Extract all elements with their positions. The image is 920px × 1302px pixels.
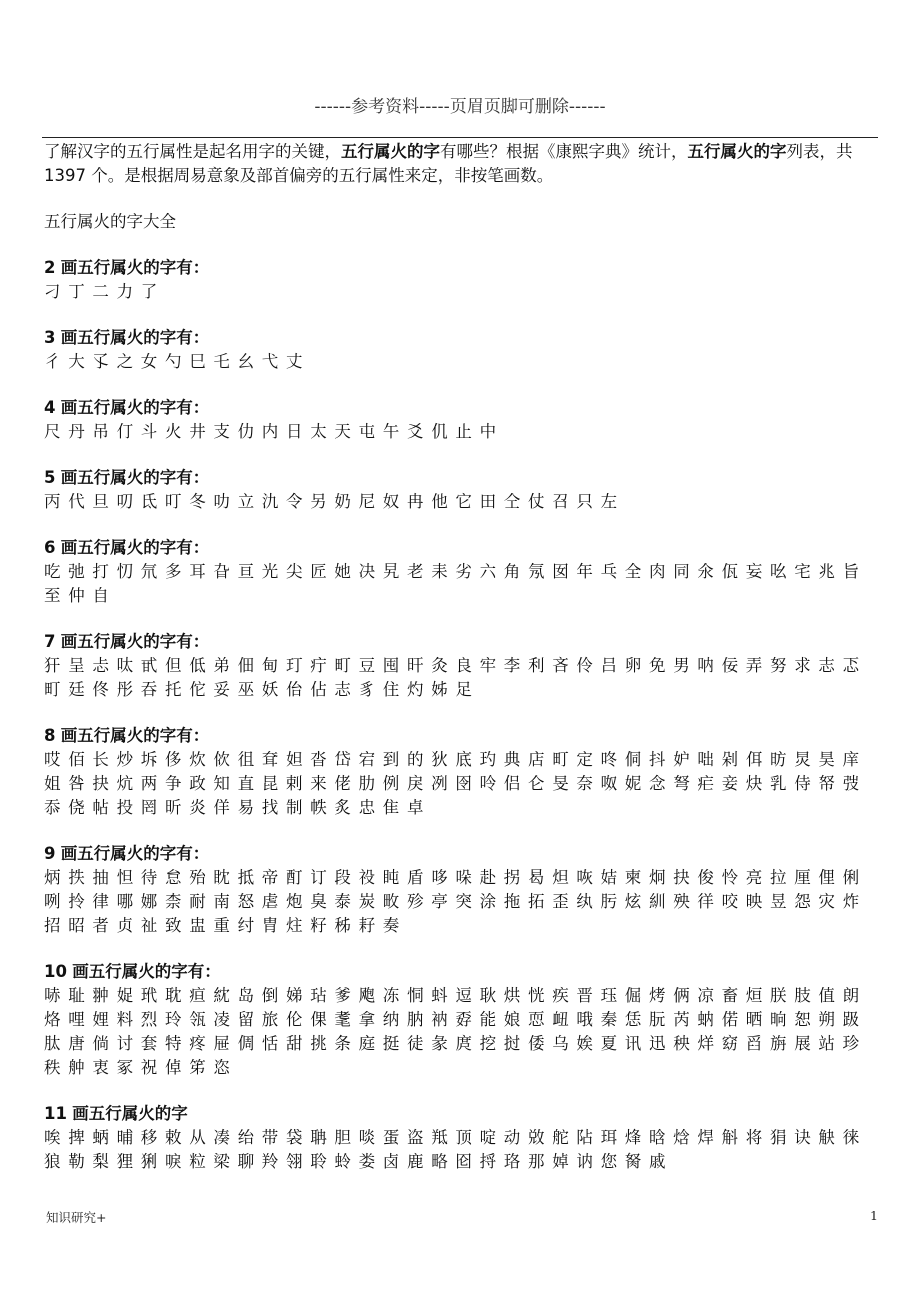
section-title [44,256,874,280]
section-characters: 炳抶抽怛待怠殆眈抵帝酊订段祋盹盾哆哚赴拐曷炟咴姞柬炯抉俊怜亮拉厘俚俐咧拎律哪娜柰耐南怒虐炮臭泰炭畋殄亭突涂拖拓歪纨肟炫紃殃徉咬映昱怨灾炸招昭者贞祉致盅重纣胄炷籽秭耔奏 [44,868,867,935]
section-stroke-6 [44,536,874,608]
section-stroke-count: 11 [44,1104,67,1123]
section-title [44,396,874,420]
section-label: 画五行属火的字有： [60,468,210,487]
section-stroke-3 [44,326,874,374]
page-number: 1 [870,1208,878,1223]
section-stroke-count: 5 [44,468,56,487]
section-label: 画五行属火的字有： [60,726,210,745]
section-title [44,630,874,654]
section-stroke-count: 6 [44,538,56,557]
section-stroke-4 [44,396,874,444]
intro-bold-2: 五行属火的字 [687,142,787,161]
section-stroke-10 [44,960,874,1080]
section-title [44,960,874,984]
section-label: 画五行属火的字有： [60,398,210,417]
section-characters: 尺丹吊仃斗火井支仂内日太天屯午爻仉止中 [44,422,504,441]
section-characters: 犴呈忐呔甙但低弟佃甸玎疔町豆囤旰灸良牢李利吝伶吕卵免男呐佞弄努求志忑町廷佟彤吞托佗妥巫妖佁佔志豸住灼姊足 [44,656,867,699]
section-stroke-count: 8 [44,726,56,745]
section-stroke-5 [44,466,874,514]
section-title [44,842,874,866]
section-characters: 哧耻翀娖玳耽疸紞岛倒娣玷爹飑冻恫蚪逗耿烘恍疾晋珏倔烤俩凉畜烜朕肢值朗烙哩娌料烈玲瓴凌留旅伦倮耄拿纳肭衲孬能娘恧衄哦秦恁朊芮蚋偌晒晌恕朔趿肽唐倘讨套特疼屉倜恬甜挑条庭挺徒彖庹挖挝倭乌娭夏讯迅秧烊窈舀旃展站珍秩舯衷冢祝倬笫恣 [44,986,867,1077]
intro-text-1: 了解汉字的五行属性是起名用字的关键， [44,142,341,161]
section-label: 画五行属火的字有： [60,328,210,347]
section-stroke-11 [44,1102,874,1174]
header-divider [42,137,878,138]
page-header-title: ------参考资料-----页眉页脚可删除------ [314,97,606,117]
section-title [44,536,874,560]
footer-left-text: 知识研究+ [46,1210,107,1225]
section-stroke-count: 2 [44,258,56,277]
intro-text-2: 有哪些？根据《康熙字典》统计， [440,142,688,161]
section-stroke-count: 4 [44,398,56,417]
section-title [44,326,874,350]
intro-paragraph [44,140,874,188]
section-label: 画五行属火的字有： [60,632,210,651]
section-label: 画五行属火的字 [72,1104,188,1123]
section-stroke-7 [44,630,874,702]
section-title [44,1102,874,1126]
intro-text-3: 列表，共 1397 个。是根据周易意象及部首偏旁的五行属性来定，非按笔画数。 [44,142,853,185]
section-label: 画五行属火的字有： [60,538,210,557]
section-characters: 唉捭蛃晡移敕从凑绐带袋聃胆啖蛋盗羝顶啶动敚舵阽珥烽晗焓焊斛将狷诀觖徕狼勒梨狸猁唳粒梁聊羚翎聆蛉娄卤鹿略囵捋珞那婥讷您胬戚 [44,1128,867,1171]
section-stroke-8 [44,724,874,820]
section-characters: 彳大孓之女勺巳乇幺弋丈 [44,352,311,371]
section-label: 画五行属火的字有： [60,258,210,277]
section-stroke-9 [44,842,874,938]
section-title [44,466,874,490]
section-label: 画五行属火的字有： [72,962,221,981]
section-stroke-count: 10 [44,962,67,981]
section-characters: 吃弛打忉氘多耳旮亘光尖匠她决旯老耒劣六角氖囡年乓全肉同氽佤妄吆宅兆旨至仲自 [44,562,867,605]
section-stroke-2 [44,256,874,304]
intro-bold-1: 五行属火的字 [341,142,440,161]
section-label: 画五行属火的字有： [60,844,210,863]
list-heading: 五行属火的字大全 [44,212,176,231]
section-characters: 哎佰长炒坼侈炊佽徂耷妲沓岱宕到的狄底玓典店町定咚侗抖妒咄剁佴昉炅昊庠姐咎抉炕两争政知直昆剌来佬肋例戾冽囹呤侣仑旻奈呶妮念弩疟妾炔乳侍帑弢忝侥帖投罔昕炎佯易找制帙炙忠隹卓 [44,750,867,817]
section-stroke-count: 9 [44,844,56,863]
section-title [44,724,874,748]
section-stroke-count: 7 [44,632,56,651]
section-characters: 丙代旦叨氐叮冬叻立氿令另奶尼奴冉他它田仝仗召只左 [44,492,625,511]
section-stroke-count: 3 [44,328,56,347]
section-characters: 刁丁二力了 [44,282,165,301]
document-body [44,140,874,1174]
